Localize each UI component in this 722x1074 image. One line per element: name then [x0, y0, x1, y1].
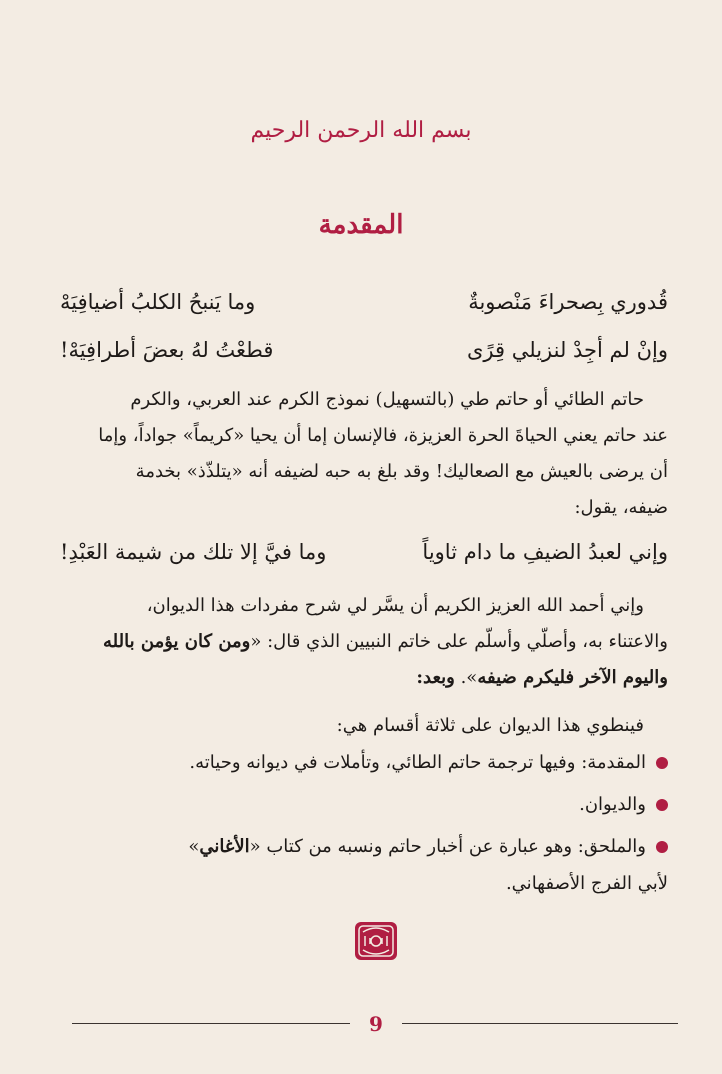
praise-paragraph: [60, 588, 668, 696]
page-number: 9: [369, 1012, 383, 1036]
list-item-text: [188, 830, 646, 864]
paragraph-line: وإني أحمد الله العزيز الكريم أن يسَّر لي شرح مفردات هذا الديوان،: [146, 595, 644, 616]
hadith-quote: واليوم الآخر فليكرم ضيفه: [477, 667, 668, 688]
verse-second-hemistich: وما يَنبحُ الكلبُ أضيافِيَهْ: [60, 290, 256, 314]
paragraph-line: ضيفه، يقول:: [574, 497, 668, 518]
list-item-text: المقدمة: وفيها ترجمة حاتم الطائي، وتأملات في ديوانه وحياته.: [189, 752, 646, 773]
paragraph-line: [60, 660, 668, 696]
paragraph-line: فينطوي هذا الديوان على ثلاثة أقسام هي:: [336, 715, 644, 736]
list-item: [60, 746, 668, 780]
book-title: الأغاني: [199, 836, 250, 857]
list-item: [60, 830, 668, 864]
poem-verse: [60, 540, 668, 576]
hadith-quote: ومن كان يؤمن بالله: [103, 631, 251, 652]
list-item-text: والديوان.: [579, 794, 646, 815]
paragraph-text: والاعتناء به، وأصلّي وأسلّم على خاتم النبيين الذي قال: «: [250, 631, 668, 652]
paragraph-line: أن يرضى بالعيش مع الصعاليك! وقد بلغ به حبه لضيفه أنه «يتلذّذ» بخدمة: [135, 461, 668, 482]
list-item-plain: والملحق: وهو عبارة عن أخبار حاتم ونسبه من كتاب «: [249, 836, 646, 857]
bullet-dot-icon: [656, 799, 668, 811]
paragraph-text: ».: [454, 667, 478, 688]
verse-first-hemistich: وإنْ لم أجِدْ لنزيلي قِرًى: [467, 338, 668, 362]
sections-intro: [60, 708, 668, 744]
intro-paragraph: [60, 382, 668, 526]
bullet-dot-icon: [656, 757, 668, 769]
ornament-icon: [353, 918, 399, 964]
paragraph-line: حاتم الطائي أو حاتم طي (بالتسهيل) نموذج الكرم عند العربي، والكرم: [130, 389, 644, 410]
footer-divider: [72, 1023, 350, 1024]
bullet-dot-icon: [656, 841, 668, 853]
list-item-plain: »: [188, 836, 200, 857]
list-item: [60, 788, 668, 822]
poem-verse: [60, 338, 668, 374]
basmala-calligraphy: بسم الله الرحمن الرحيم: [250, 118, 472, 143]
page-title: المقدمة: [318, 210, 404, 240]
sections-tail: [60, 866, 668, 902]
verse-second-hemistich: وما فيَّ إلا تلك من شيمة العَبْدِ!: [60, 540, 327, 564]
paragraph-line: عند حاتم يعني الحياةَ الحرة العزيزة، فالإنسان إما أن يحيا «كريماً» جواداً، وإما: [98, 425, 668, 446]
transition-phrase: وبعد:: [416, 667, 455, 688]
verse-second-hemistich: قطعْتُ لهُ بعضَ أطرافِيَهْ!: [60, 338, 274, 362]
paragraph-line: [60, 624, 668, 660]
footer-divider: [402, 1023, 678, 1024]
paragraph-line: لأبي الفرج الأصفهاني.: [505, 873, 668, 894]
poem-verse: [60, 290, 668, 326]
verse-first-hemistich: قُدوري بِصحراءَ مَنْصوبةٌ: [468, 290, 668, 314]
verse-first-hemistich: وإني لعبدُ الضيفِ ما دام ثاوياً: [422, 540, 668, 564]
